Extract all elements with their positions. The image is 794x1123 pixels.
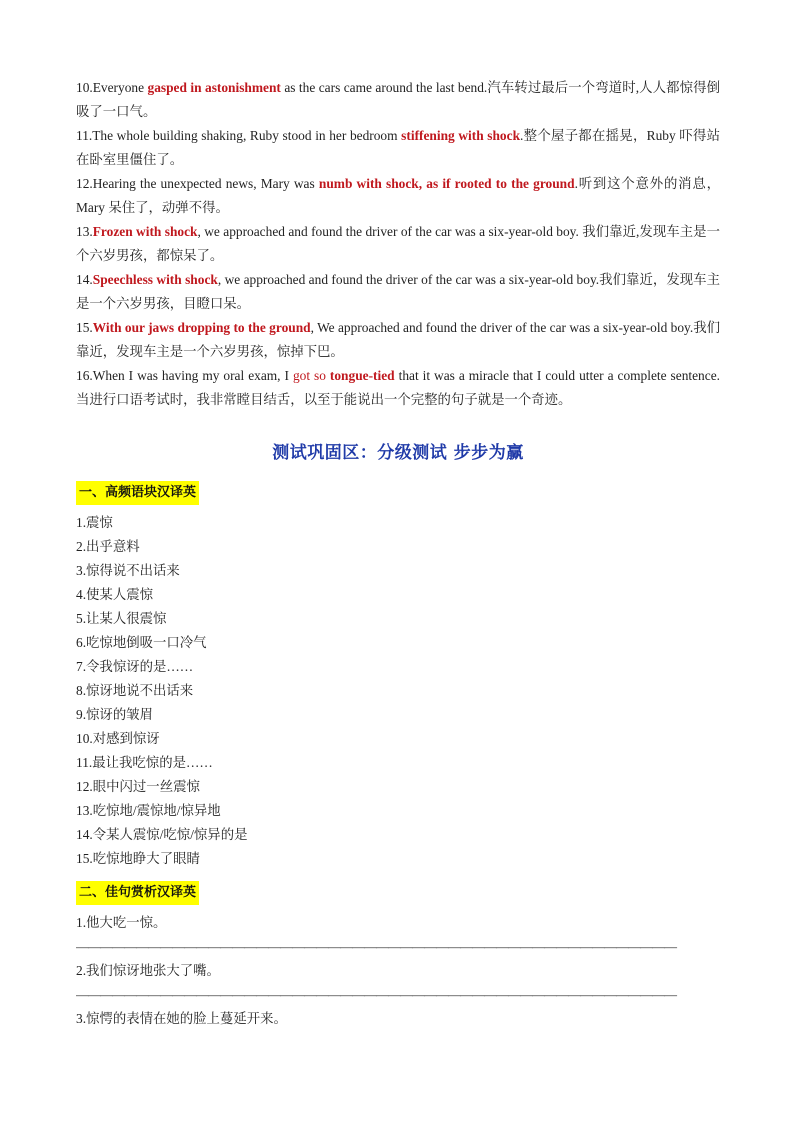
phrase-item: 4.使某人震惊 — [76, 587, 153, 602]
phrase-item: 15.吃惊地睁大了眼睛 — [76, 851, 200, 866]
translation-question: 3.惊愕的表情在她的脸上蔓延开来。 — [76, 1011, 287, 1026]
sentence-text: 15. — [76, 320, 93, 335]
example-sentence — [76, 76, 720, 124]
answer-line[interactable]: —————————————————————————————————————————————————— — [76, 939, 676, 954]
sentence-text: 16.When I was having my oral exam, I — [76, 368, 293, 383]
sentence-text: that it was a miracle that I could utter a complete sentence. 当进行口语考试时，我非常瞠目结舌，以至于能说出一个完整的句子就是一个奇迹。 — [76, 368, 720, 407]
sentence-text: 12.Hearing the unexpected news, Mary was — [76, 176, 319, 191]
example-sentence — [76, 316, 720, 364]
highlighted-phrase: gasped in astonishment — [147, 80, 281, 95]
phrase-item: 14.令某人震惊/吃惊/惊异的是 — [76, 827, 248, 842]
phrase-item: 10.对感到惊讶 — [76, 731, 160, 746]
sentence-translation-list — [76, 911, 720, 1031]
sentence-text: , We approached and found the driver of the car was a six-year-old boy.我们靠近，发现车主是一个六岁男孩，惊掉下巴。 — [76, 320, 720, 359]
highlighted-phrase: With our jaws dropping to the ground — [92, 320, 311, 335]
phrase-item: 9.惊讶的皱眉 — [76, 707, 153, 722]
phrase-item: 13.吃惊地/震惊地/惊异地 — [76, 803, 221, 818]
highlighted-phrase: numb with shock, as if rooted to the ground — [318, 176, 575, 191]
sentence-text: .整个屋子都在摇晃，Ruby 吓得站在卧室里僵住了。 — [76, 128, 720, 167]
sentence-text: .听到这个意外的消息，Mary 呆住了，动弹不得。 — [76, 176, 720, 215]
section1-heading: 一、高频语块汉译英 — [76, 481, 199, 505]
example-sentence — [76, 268, 720, 316]
section-title: 测试巩固区：分级测试 步步为赢 — [272, 443, 524, 463]
phrase-item: 2.出乎意料 — [76, 539, 140, 554]
highlighted-phrase: stiffening with shock — [401, 128, 521, 143]
section2-heading: 二、佳句赏析汉译英 — [76, 881, 199, 905]
example-sentence — [76, 364, 720, 412]
highlighted-phrase: Speechless with shock — [92, 272, 218, 287]
example-sentence — [76, 220, 720, 268]
sentence-text: as the cars came around the last bend.汽车转过最后一个弯道时,人人都惊得倒吸了一口气。 — [76, 80, 720, 119]
sentence-text: 13. — [76, 224, 93, 239]
sentence-text: 10.Everyone — [76, 80, 148, 95]
sentence-text: , we approached and found the driver of the car was a six-year-old boy. 我们靠近,发现车主是一个六岁男孩，都惊呆了。 — [76, 224, 720, 263]
example-sentence — [76, 172, 720, 220]
phrase-item: 8.惊讶地说不出话来 — [76, 683, 194, 698]
example-sentence — [76, 124, 720, 172]
sentence-text: , we approached and found the driver of the car was a six-year-old boy.我们靠近，发现车主是一个六岁男孩，目瞪口呆。 — [76, 272, 721, 311]
answer-line[interactable]: —————————————————————————————————————————————————— — [76, 987, 676, 1002]
example-sentences — [76, 76, 720, 412]
translation-question: 2.我们惊讶地张大了嘴。 — [76, 963, 220, 978]
phrase-item: 6.吃惊地倒吸一口冷气 — [76, 635, 207, 650]
phrase-item: 11.最让我吃惊的是…… — [76, 755, 213, 770]
highlighted-phrase: tongue-tied — [329, 368, 395, 383]
translation-question: 1.他大吃一惊。 — [76, 915, 167, 930]
red-phrase: got so — [292, 368, 330, 383]
phrase-list — [76, 511, 720, 871]
phrase-item: 5.让某人很震惊 — [76, 611, 167, 626]
phrase-item: 12.眼中闪过一丝震惊 — [76, 779, 200, 794]
document-page — [76, 76, 720, 1031]
phrase-item: 7.令我惊讶的是…… — [76, 659, 194, 674]
highlighted-phrase: Frozen with shock — [92, 224, 198, 239]
phrase-item: 3.惊得说不出话来 — [76, 563, 180, 578]
phrase-item: 1.震惊 — [76, 515, 113, 530]
sentence-text: 14. — [76, 272, 93, 287]
sentence-text: 11.The whole building shaking, Ruby stood in her bedroom — [76, 128, 402, 143]
